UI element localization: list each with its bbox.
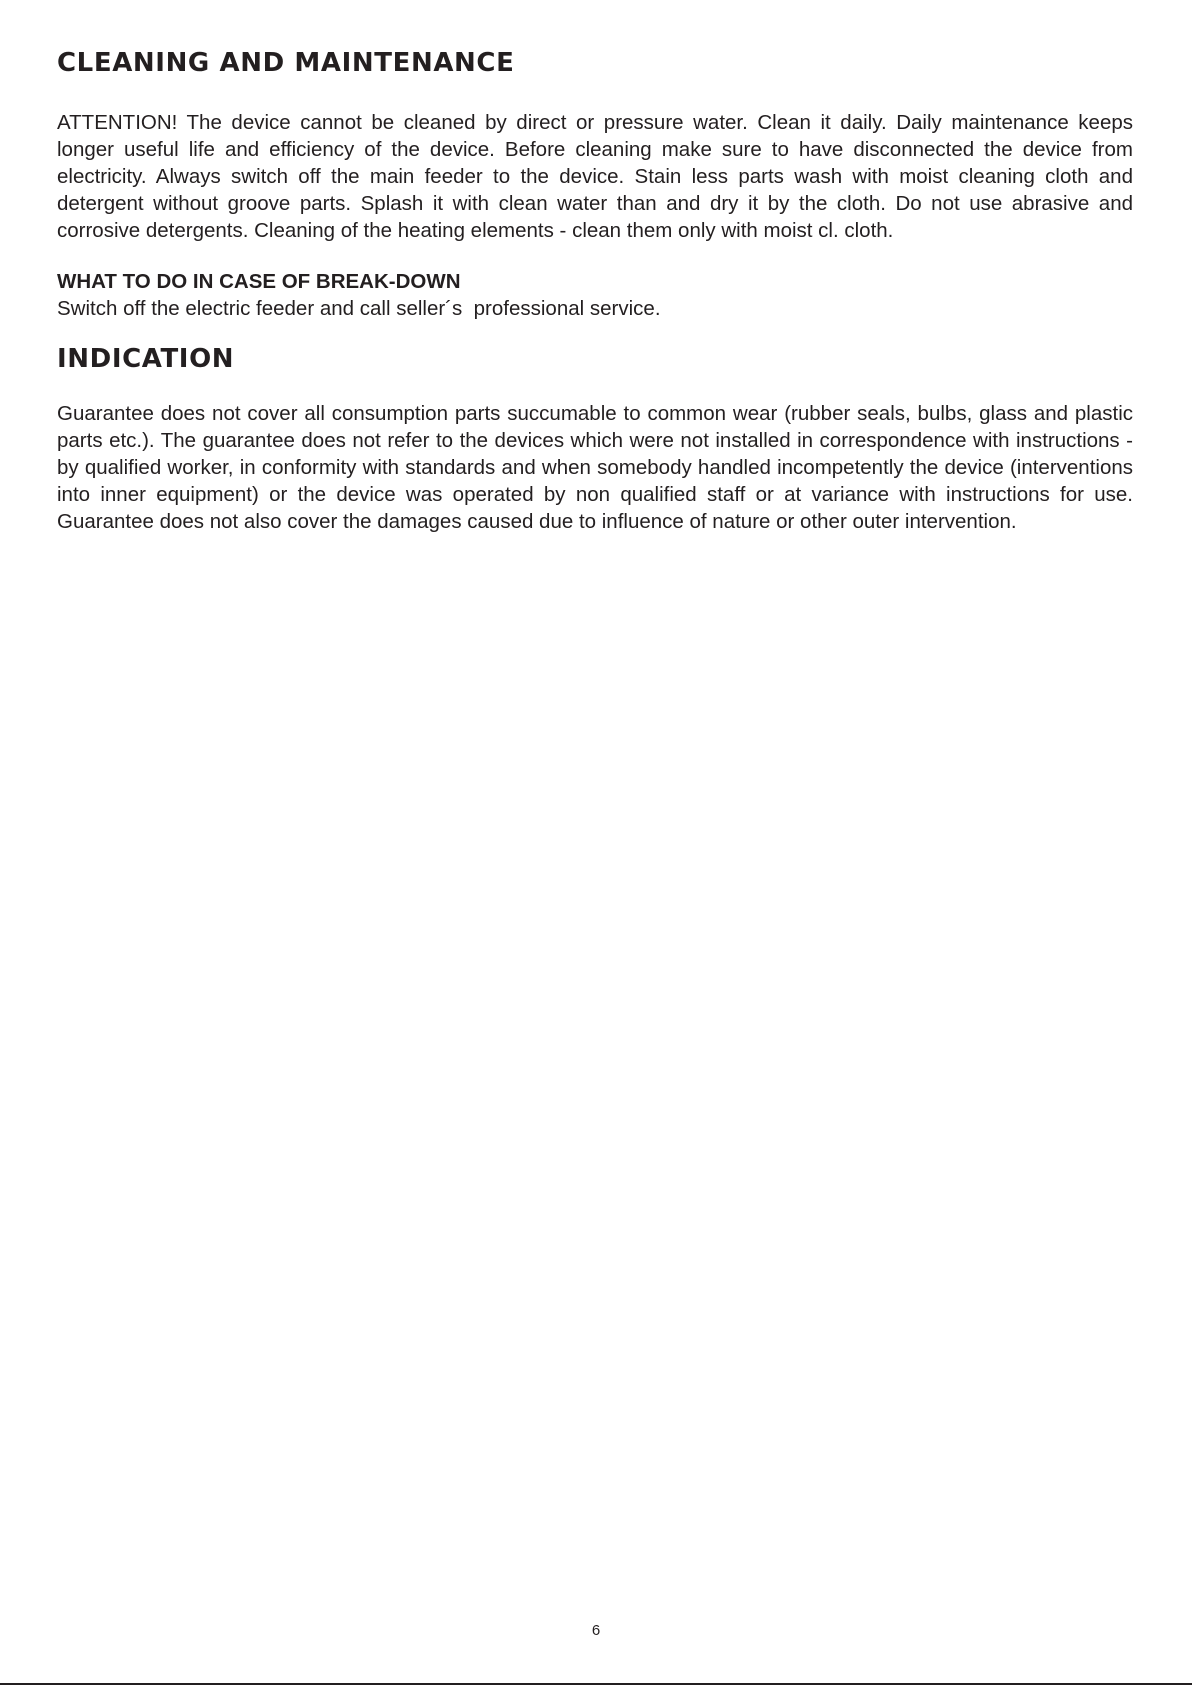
page-number: 6: [591, 1622, 601, 1639]
break-down-heading: WHAT TO DO IN CASE OF BREAK-DOWN: [57, 270, 461, 293]
indication-body: Guarantee does not cover all consumption parts succumable to common wear (rubber seals, bulbs, glass and plastic parts etc.). The guarantee does not refer to the devices which were not installed in correspondence with instructions - by qualified worker, in conformity with standards and when somebody handled incompetently the device (interventions into inner equipment) or the device was operated by non qualified staff or at variance with instructions for use. Guarantee does not also cover the damages caused due to influence of nature or other outer intervention.: [57, 402, 1133, 533]
cleaning-maintenance-heading: CLEANING AND MAINTENANCE: [57, 48, 515, 78]
break-down-body: Switch off the electric feeder and call seller´s professional service.: [57, 297, 661, 320]
indication-heading: INDICATION: [57, 344, 235, 374]
cleaning-maintenance-body: ATTENTION! The device cannot be cleaned by direct or pressure water. Clean it daily. Daily maintenance keeps longer useful life and efficiency of the device. Before cleaning make sure to have disconnected the device from electricity. Always switch off the main feeder to the device. Stain less parts wash with moist cleaning cloth and detergent without groove parts. Splash it with clean water than and dry it by the cloth. Do not use abrasive and corrosive detergents. Cleaning of the heating elements - clean them only with moist cl. cloth.: [57, 111, 1133, 242]
